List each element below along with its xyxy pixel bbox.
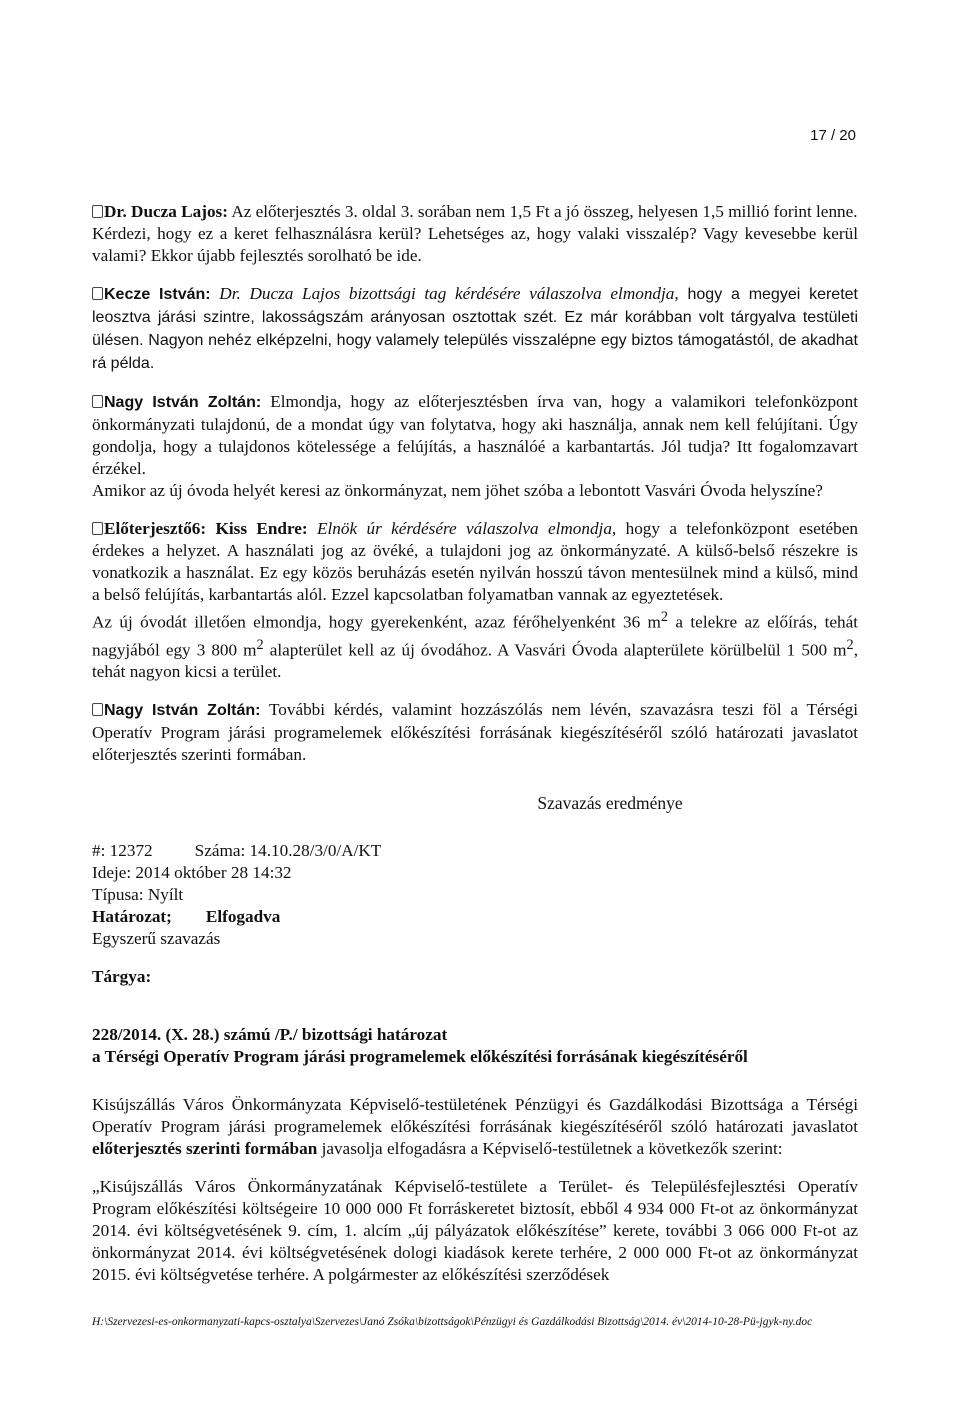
paragraph-text: Elmondja, hogy az előterjesztésben írva van, hogy a valamikori telefonközpont önkormányzati tulajdonú, de a mondat úgy van folytatva, hogy aki használja, annak nem kell felújítani. Úgy gondolja, hogy a tulajdonos kötelessége a felújítás, a használóé a karbantartás. Jól tudja? Itt fogalomzavart érzékel. (92, 392, 858, 478)
speaker-paragraph (92, 391, 858, 502)
paragraph-text: hogy a megyei keretet leosztva járási szintre, lakosságszám arányosan osztottak szét. Ez már korábban volt tárgyalva testületi ülésen. (92, 286, 858, 349)
paragraph-text: hogy a telefonközpont esetében érdekes a helyzet. A használati jog az övéké, a tulajdoni jog az önkormányzaté. A külső-belső részekre is vonatkozik a használat. Ez egy közös beruházás esetén nyilván hosszú távon mentesülnek mind a külső, mind a belső felújítás, karbantartás alól. Ezzel kapcsolatban folyamatban vannak az egyeztetések. (92, 519, 858, 604)
vote-details (92, 840, 858, 950)
resolution-quote: „Kisújszállás Város Önkormányzatának Képviselő-testülete a Terület- és Településfejlesztési Operatív Program előkészítési költségeire 10 000 000 Ft forráskeretet biztosít, ebből 4 934 000 Ft-ot az önkormányzat 2014. évi költségvetésének 9. cím, 1. alcím „új pályázatok előkészítése” kerete, további 3 066 000 Ft-ot az önkormányzat 2014. évi költségvetésének dologi kiadások kerete terhére, 2 000 000 Ft-ot az önkormányzat 2015. évi költségvetése terhére. A polgármester az előkészítési szerződések (92, 1177, 858, 1285)
vote-mode: Egyszerű szavazás (92, 929, 221, 949)
paragraph-text: alapterület kell az új óvodához. A Vasvári Óvoda alapterülete körülbelül 1 500 m (263, 640, 847, 660)
speaker-name: Előterjesztő6: Kiss Endre: (104, 519, 308, 538)
vote-result-title: Szavazás eredménye (537, 793, 683, 814)
paragraph-text: Amikor az új óvoda helyét keresi az önkormányzat, nem jöhet szóba a lebontott Vasvári Óvoda helyszíne? (92, 481, 823, 500)
speaker-name: Nagy István Zoltán: (104, 702, 261, 720)
speaker-paragraph (92, 201, 858, 267)
page-number: 17 / 20 (810, 127, 856, 144)
paragraph-text: Kisújszállás Város Önkormányzata Képviselő-testületének Pénzügyi és Gazdálkodási Bizottsága a Térségi Operatív Program járási programelemek előkészítési forrásának kiegészítéséről szóló határozati javaslatot (92, 1095, 858, 1137)
vote-id: #: 12372 (92, 841, 153, 861)
bullet-box-icon (92, 703, 103, 716)
subject-label: Tárgya: (92, 967, 152, 987)
speaker-name: Nagy István Zoltán: (104, 394, 262, 411)
bold-text: előterjesztés szerinti formában (92, 1139, 318, 1159)
vote-date: Ideje: 2014 október 28 14:32 (92, 863, 292, 883)
speaker-name: Kecze István: (104, 286, 211, 303)
superscript: 2 (256, 636, 264, 653)
italic-text: Dr. Ducza Lajos bizottsági tag kérdésére válaszolva elmondja, (210, 284, 679, 303)
speaker-name: Dr. Ducza Lajos: (104, 202, 228, 221)
paragraph-text: javasolja elfogadásra a Képviselő-testületnek a következők szerint: (317, 1139, 783, 1159)
vote-decision-label: Határozat; (92, 907, 172, 927)
vote-decision-value: Elfogadva (205, 907, 281, 927)
paragraph-text: További kérdés, valamint hozzászólás nem lévén, szavazásra teszi föl a Térségi Operatív Program járási programelemek előkészítési forrásának kiegészítéséről szóló határozati javaslatot előterjesztés szerinti formában. (92, 700, 859, 765)
superscript: 2 (846, 636, 854, 653)
document-body (92, 201, 858, 1302)
resolution-subheading: a Térségi Operatív Program járási programelemek előkészítési forrásának kiegészítéséről (92, 1047, 748, 1067)
paragraph-text: Kérdezi, hogy ez a keret felhasználásra kerül? Lehetséges az, hogy valaki visszalép? Vagy kevesebbe kerül valami? Ekkor újabb fejlesztés sorolható be ide. (92, 224, 858, 265)
superscript: 2 (660, 609, 669, 625)
vote-id-line (92, 840, 858, 862)
vote-number: Száma: 14.10.28/3/0/A/KT (194, 841, 382, 861)
paragraph-text: Az új óvodát illetően elmondja, hogy gyerekenként, azaz férőhelyenként 36 m (92, 612, 661, 632)
bullet-box-icon (92, 395, 103, 408)
file-path-footer: H:\Szervezesi-es-onkormanyzati-kapcs-osztalya\Szervezes\Janó Zsóka\bizottságok\Pénzügyi és Gazdálkodási Bizottság\2014. év\2014-10-28-Pü-jgyk-ny.doc (92, 1316, 813, 1328)
italic-text: Elnök úr kérdésére válaszolva elmondja, (307, 519, 617, 538)
bullet-box-icon (92, 205, 103, 218)
resolution-heading: 228/2014. (X. 28.) számú /P./ bizottsági határozat (92, 1025, 448, 1045)
speaker-paragraph (92, 699, 858, 766)
speaker-paragraph (92, 518, 858, 683)
vote-type: Típusa: Nyílt (92, 885, 184, 905)
bullet-box-icon (92, 287, 103, 300)
vote-decision-line (92, 906, 858, 928)
paragraph-text: Az előterjesztés 3. oldal 3. sorában nem 1,5 Ft a jó összeg, helyesen 1,5 millió forint lenne. (227, 202, 858, 221)
paragraph-text: Nagyon nehéz elképzelni, hogy valamely település visszalépne egy biztos támogatástól, de akadhat rá példa. (92, 332, 858, 372)
bullet-box-icon (92, 522, 103, 535)
paragraph-text: a telekre az előírás, tehát nagyjából egy 3 800 m (92, 612, 858, 660)
resolution-paragraph (92, 1094, 858, 1160)
paragraph-text: , tehát nagyon kicsi a terület. (92, 640, 858, 682)
speaker-paragraph (92, 283, 858, 375)
